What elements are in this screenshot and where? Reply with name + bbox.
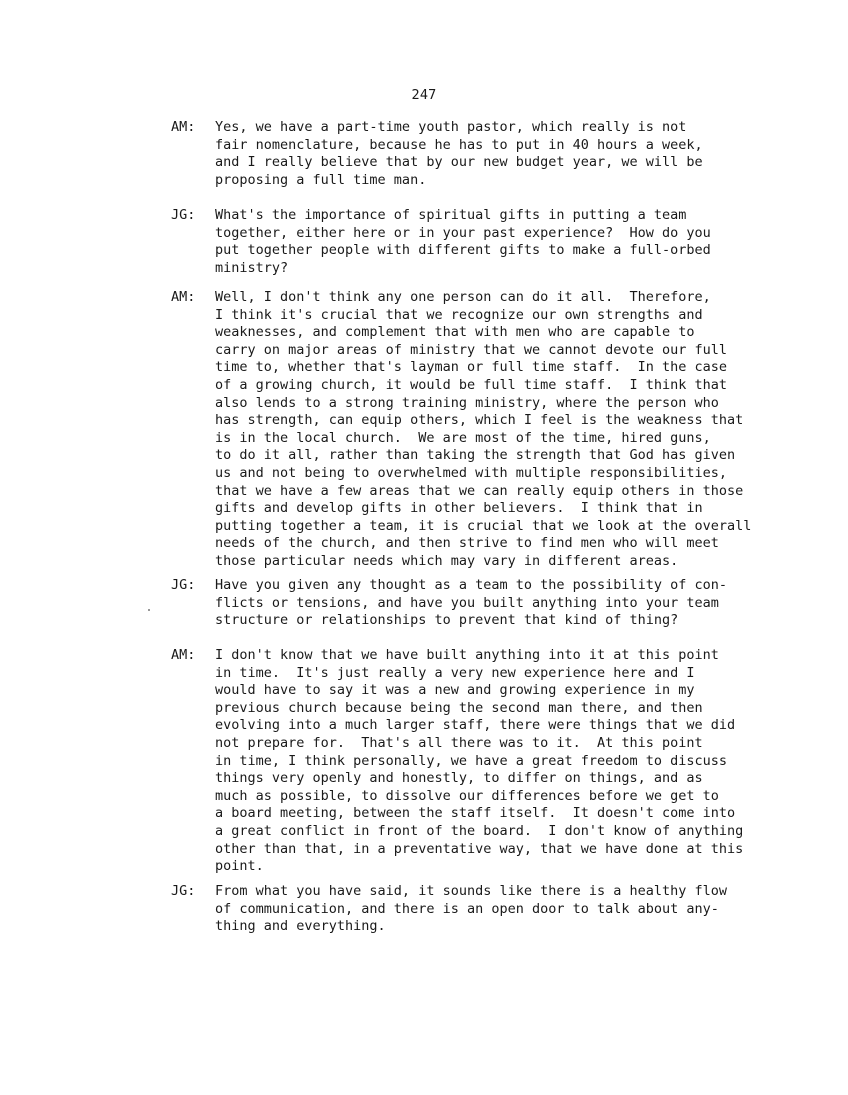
speaker-label: AM: — [171, 647, 196, 663]
text-line: a board meeting, between the staff itself. It doesn't come into — [215, 805, 736, 822]
text-line: I think it's crucial that we recognize our own strengths and — [215, 306, 703, 323]
text-line: carry on major areas of ministry that we cannot devote our full — [215, 341, 728, 358]
text-line: What's the importance of spiritual gifts in putting a team — [215, 207, 687, 223]
text-line: previous church because being the second man there, and then — [215, 699, 703, 716]
scan-speck — [148, 609, 150, 611]
speaker-label: JG: — [171, 883, 196, 899]
transcript-entry — [171, 647, 811, 876]
text-line: is in the local church. We are most of the time, hired guns, — [215, 429, 711, 446]
entry-text — [215, 289, 811, 571]
text-line: flicts or tensions, and have you built anything into your team — [215, 594, 719, 611]
text-line: in time, I think personally, we have a great freedom to discuss — [215, 752, 728, 769]
text-line: and I really believe that by our new budget year, we will be — [215, 154, 703, 171]
text-line: those particular needs which may vary in different areas. — [215, 552, 679, 569]
text-line: Have you given any thought as a team to the possibility of con- — [215, 577, 728, 593]
text-line: needs of the church, and then strive to find men who will meet — [215, 535, 719, 552]
text-line: ministry? — [215, 259, 289, 276]
text-line: of communication, and there is an open door to talk about any- — [215, 900, 719, 917]
text-line: gifts and develop gifts in other believers. I think that in — [215, 500, 703, 517]
page-number: 247 — [411, 87, 437, 103]
entry-text — [215, 577, 811, 630]
text-line: putting together a team, it is crucial that we look at the overall — [215, 517, 752, 534]
text-line: structure or relationships to prevent that kind of thing? — [215, 612, 679, 629]
text-line: Yes, we have a part-time youth pastor, which really is not — [215, 119, 687, 135]
text-line: to do it all, rather than taking the strength that God has given — [215, 447, 736, 464]
text-line: fair nomenclature, because he has to put in 40 hours a week, — [215, 136, 703, 153]
transcript-entry — [171, 207, 811, 277]
text-line: put together people with different gifts to make a full-orbed — [215, 242, 711, 259]
text-line: I don't know that we have built anything into it at this point — [215, 647, 719, 663]
text-line: From what you have said, it sounds like there is a healthy flow — [215, 883, 728, 899]
entry-text — [215, 119, 811, 189]
text-line: in time. It's just really a very new experience here and I — [215, 664, 695, 681]
transcript-entry — [171, 289, 811, 571]
text-line: weaknesses, and complement that with men who are capable to — [215, 324, 695, 341]
text-line: a great conflict in front of the board. I don't know of anything — [215, 822, 744, 839]
text-line: also lends to a strong training ministry, where the person who — [215, 394, 719, 411]
transcript-entry — [171, 119, 811, 189]
text-line: of a growing church, it would be full time staff. I think that — [215, 376, 728, 393]
text-line: other than that, in a preventative way, that we have done at this — [215, 840, 744, 857]
text-line: time to, whether that's layman or full time staff. In the case — [215, 359, 728, 376]
speaker-label: AM: — [171, 289, 196, 305]
text-line: together, either here or in your past experience? How do you — [215, 224, 711, 241]
text-line: that we have a few areas that we can really equip others in those — [215, 482, 744, 499]
speaker-label: AM: — [171, 119, 196, 135]
text-line: has strength, can equip others, which I feel is the weakness that — [215, 412, 744, 429]
text-line: us and not being to overwhelmed with multiple responsibilities, — [215, 464, 728, 481]
entry-text — [215, 647, 811, 876]
transcript-entry — [171, 883, 811, 936]
text-line: much as possible, to dissolve our differences before we get to — [215, 787, 719, 804]
text-line: proposing a full time man. — [215, 171, 427, 188]
text-line: Well, I don't think any one person can do it all. Therefore, — [215, 289, 711, 305]
entry-text — [215, 883, 811, 936]
text-line: point. — [215, 858, 264, 875]
speaker-label: JG: — [171, 577, 196, 593]
text-line: thing and everything. — [215, 918, 386, 935]
transcript-entry — [171, 577, 811, 630]
text-line: not prepare for. That's all there was to it. At this point — [215, 734, 703, 751]
speaker-label: JG: — [171, 207, 196, 223]
text-line: evolving into a much larger staff, there were things that we did — [215, 717, 736, 734]
text-line: would have to say it was a new and growing experience in my — [215, 682, 695, 699]
text-line: things very openly and honestly, to differ on things, and as — [215, 770, 703, 787]
entry-text — [215, 207, 811, 277]
